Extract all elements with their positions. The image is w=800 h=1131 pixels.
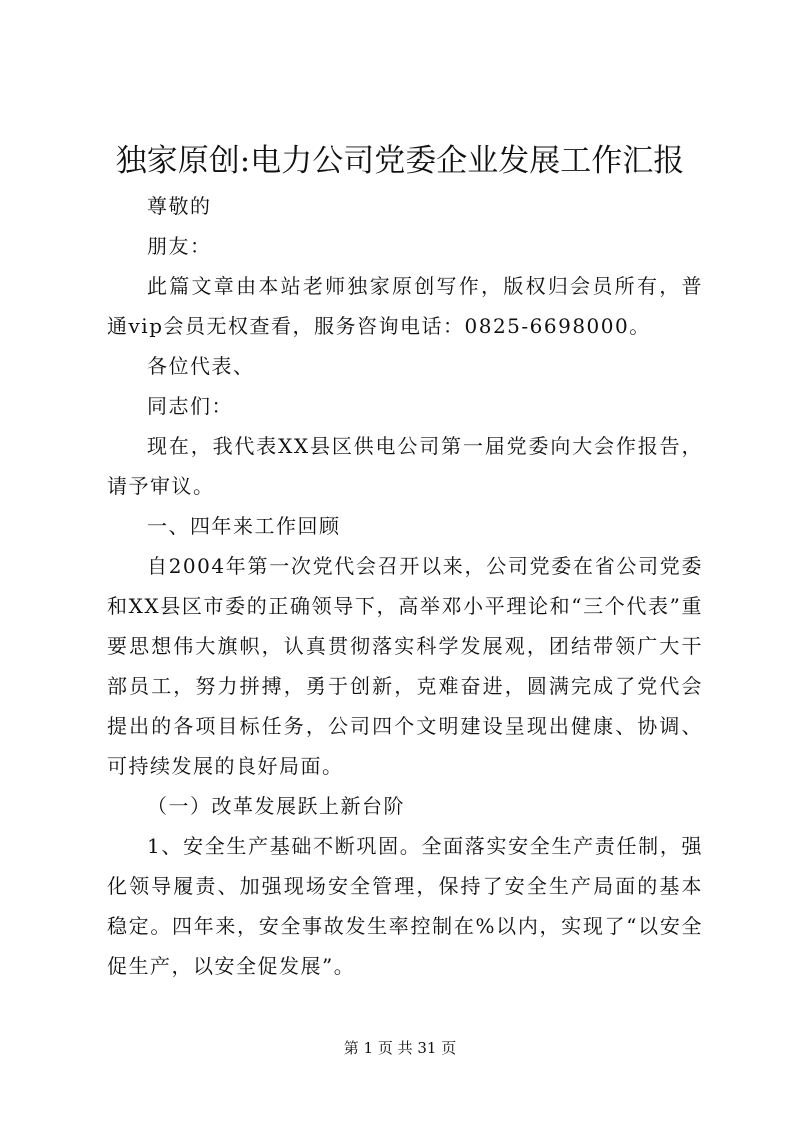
salutation-line-2: 朋友： [147, 234, 212, 258]
subsection-heading-1: （一）改革发展跃上新台阶 [147, 794, 405, 818]
page-number: 第 1 页 共 31 页 [343, 1039, 457, 1057]
document-body [107, 186, 703, 986]
report-intro: 现在，我代表XX县区供电公司第一届党委向大会作报告，请予审议。 [107, 434, 703, 498]
copyright-notice: 此篇文章由本站老师独家原创写作，版权归会员所有，普通vip会员无权查看，服务咨询电话：0825-6698000。 [107, 274, 703, 338]
document-title: 独家原创:电力公司党委企业发展工作汇报 [115, 143, 685, 179]
salutation-line-1: 尊敬的 [147, 194, 212, 218]
address-line-2: 同志们： [147, 394, 233, 418]
section-heading-1: 一、四年来工作回顾 [147, 514, 341, 538]
review-paragraph: 自2004年第一次党代会召开以来，公司党委在省公司党委和XX县区市委的正确领导下，高举邓小平理论和“三个代表”重要思想伟大旗帜，认真贯彻落实科学发展观，团结带领广大干部员工，努力拼搏，勇于创新，克难奋进，圆满完成了党代会提出的各项目标任务，公司四个文明建设呈现出健康、协调、可持续发展的良好局面。 [107, 554, 703, 778]
safety-paragraph: 1、安全生产基础不断巩固。全面落实安全生产责任制，强化领导履责、加强现场安全管理，保持了安全生产局面的基本稳定。四年来，安全事故发生率控制在%以内，实现了“以安全促生产，以安全促发展”。 [107, 834, 703, 978]
address-line-1: 各位代表、 [147, 354, 255, 378]
page-footer [0, 1038, 800, 1058]
